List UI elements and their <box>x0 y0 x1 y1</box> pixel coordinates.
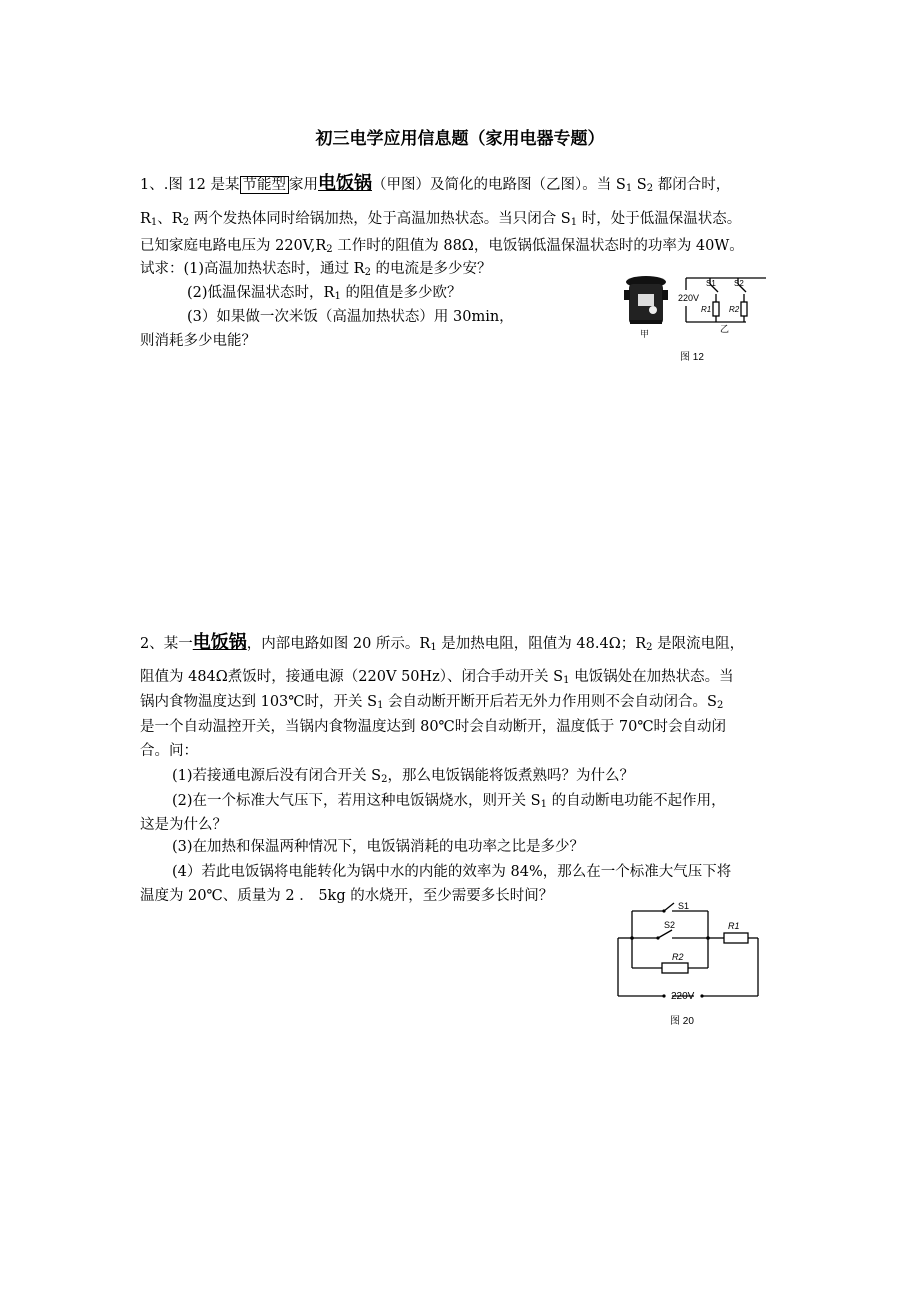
q1-text: 家用 <box>289 177 319 193</box>
subscript: 2 <box>381 774 388 785</box>
q1-line-3 <box>140 236 744 256</box>
q2-text: 电饭锅处在加热状态。当 <box>569 669 734 685</box>
q1-line-1 <box>140 174 730 195</box>
q2-text: ，内部电路如图 20 所示。R <box>246 636 431 652</box>
q1-text: 、R <box>157 211 183 227</box>
q1-line-5 <box>187 283 461 303</box>
subscript: 2 <box>326 244 333 255</box>
resistor-r1-label: R1 <box>728 921 740 931</box>
subscript: 1 <box>540 799 547 810</box>
q2-line-5: 合。问： <box>140 743 198 759</box>
voltage-label: 220V <box>671 991 695 1002</box>
subscript: 1 <box>563 675 570 686</box>
subscript: 1 <box>334 291 341 302</box>
q1-text: S <box>632 177 647 193</box>
q1-text: 已知家庭电路电压为 220V,R <box>140 238 327 254</box>
q1-text: 的阻值是多少欧？ <box>340 285 462 301</box>
switch-s1-label: S1 <box>706 279 716 288</box>
q2-text: (2)在一个标准大气压下，若用这种电饭锅烧水，则开关 S <box>172 793 541 809</box>
q1-highlight-term: 电饭锅 <box>318 173 373 194</box>
q1-text: 1、.图 12 是某 <box>140 177 240 193</box>
subscript: 1 <box>570 217 578 228</box>
subscript: 1 <box>430 642 437 653</box>
figure-label-yi: 乙 <box>720 324 730 334</box>
switch-s2-label: S2 <box>664 920 676 930</box>
figure-caption: 图 20 <box>670 1016 694 1027</box>
q2-highlight-term: 电饭锅 <box>192 632 247 653</box>
q2-text: 的自动断电功能不起作用， <box>546 793 726 809</box>
subscript: 2 <box>716 700 724 711</box>
q1-text: 时，处于低温保温状态。 <box>577 211 742 227</box>
q1-text: 试求：(1)高温加热状态时，通过 R <box>140 261 365 277</box>
q1-text: （甲图）及简化的电路图（乙图）。当 S <box>372 177 626 193</box>
q1-line-4 <box>140 259 492 279</box>
q2-text: ，那么电饭锅能将饭煮熟吗？为什么？ <box>387 768 634 784</box>
switch-s2-label: S2 <box>734 279 744 288</box>
q2-text: 是加热电阻，阻值为 48.4Ω；R <box>436 636 647 652</box>
q2-part-2 <box>172 791 726 811</box>
switch-s1-label: S1 <box>678 901 690 911</box>
q2-line-3 <box>140 692 723 712</box>
page-title: 初三电学应用信息题（家用电器专题） <box>315 129 605 149</box>
q1-line-6: (3）如果做一次米饭（高温加热状态）用 30min， <box>187 309 514 325</box>
q2-part-4: (4）若此电饭锅将电能转化为锅中水的内能的效率为 84%，那么在一个标准大气压下将 <box>172 864 732 880</box>
q2-part-4-cont: 温度为 20℃、质量为 2 ． 5kg 的水烧开，至少需要多长时间？ <box>140 888 554 904</box>
subscript: 1 <box>150 217 158 228</box>
resistor-r2-label: R2 <box>672 952 684 962</box>
q1-text: 都闭合时， <box>653 177 731 193</box>
figure-caption: 图 12 <box>680 352 704 363</box>
q2-text: 会自动断开断开后若无外力作用则不会自动闭合。S <box>383 694 717 710</box>
q1-text: (2)低温保温状态时，R <box>187 285 335 301</box>
subscript: 2 <box>646 642 653 653</box>
resistor-r2-label: R2 <box>729 305 740 314</box>
subscript: 2 <box>646 183 654 194</box>
q2-line-4: 是一个自动温控开关，当锅内食物温度达到 80℃时会自动断开，温度低于 70℃时会自动闭 <box>140 719 727 735</box>
q2-text: (1)若接通电源后没有闭合开关 S <box>172 768 382 784</box>
voltage-label: 220V <box>678 293 700 303</box>
rice-cooker-icon <box>624 276 668 324</box>
figure-20 <box>608 895 768 1030</box>
q2-part-1 <box>172 766 634 786</box>
subscript: 2 <box>364 267 371 278</box>
q2-line-2 <box>140 667 734 687</box>
q1-line-7: 则消耗多少电能？ <box>140 333 256 349</box>
q1-text: R <box>140 211 151 227</box>
q2-text: 2、某一 <box>140 636 193 652</box>
resistor-r1-label: R1 <box>701 305 712 314</box>
q1-text: 两个发热体同时给锅加热，处于高温加热状态。当只闭合 S <box>189 211 571 227</box>
q1-line-2 <box>140 209 741 229</box>
figure-12 <box>618 270 778 370</box>
q2-part-3: (3)在加热和保温两种情况下，电饭锅消耗的电功率之比是多少？ <box>172 839 585 855</box>
subscript: 1 <box>625 183 633 194</box>
figure-label-jia: 甲 <box>640 329 650 339</box>
subscript: 2 <box>182 217 190 228</box>
circuit-diagram <box>618 903 758 996</box>
q2-text: 是限流电阻， <box>652 636 745 652</box>
q2-text: 阻值为 484Ω煮饭时，接通电源（220V 50Hz）、闭合手动开关 S <box>140 669 564 685</box>
q1-text: 的电流是多少安？ <box>370 261 492 277</box>
q1-text: 工作时的阻值为 88Ω，电饭锅低温保温状态时的功率为 40W。 <box>332 238 744 254</box>
q2-text: 锅内食物温度达到 103℃时，开关 S <box>140 694 378 710</box>
q1-boxed-term: 节能型 <box>240 176 290 194</box>
q2-part-2-cont: 这是为什么？ <box>140 817 227 833</box>
subscript: 1 <box>377 700 384 711</box>
q2-line-1 <box>140 633 744 654</box>
